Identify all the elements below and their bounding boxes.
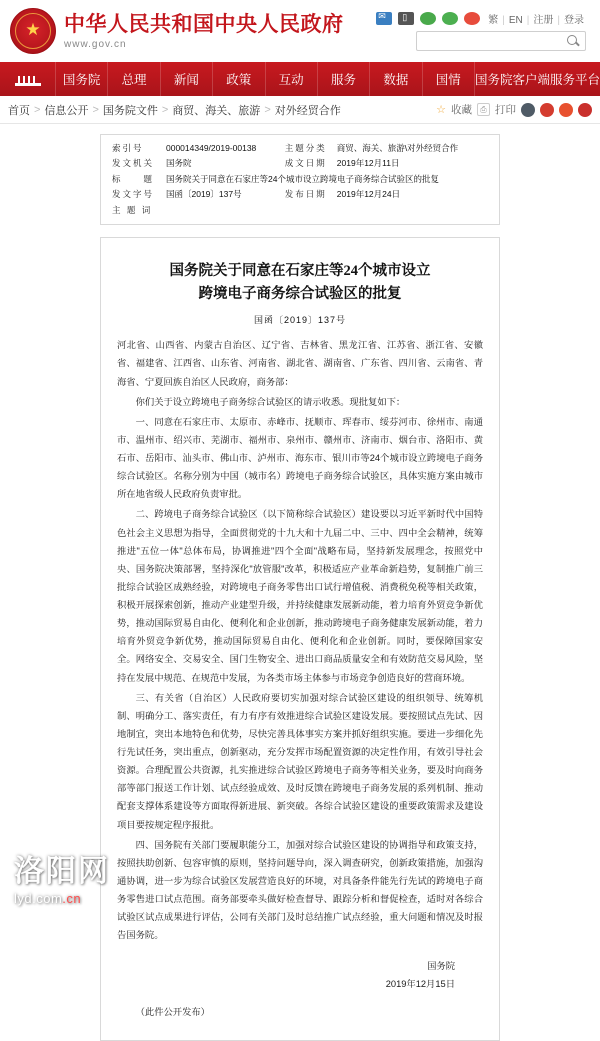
table-row xyxy=(109,156,491,171)
star-icon[interactable]: ☆ xyxy=(436,104,446,116)
leaf-icon[interactable] xyxy=(420,12,436,25)
search-input[interactable] xyxy=(421,35,565,48)
signature-date: 2019年12月15日 xyxy=(385,979,455,990)
share-icon[interactable] xyxy=(521,103,535,117)
document-number: 国函〔2019〕137号 xyxy=(253,315,347,326)
table-row xyxy=(109,187,491,202)
table-row xyxy=(109,203,491,218)
site-identity[interactable] xyxy=(64,12,344,49)
document-paragraph-4: 三、有关省（自治区）人民政府要切实加强对综合试验区建设的组织领导、统筹机制、明确分工、落实责任，有力有序有效推进综合试验区建设发展。要按照试点先试、因地制宜，突出本地特色和优势，尽快完善具体事实方案并抓好组织实施。要进一步细化先行先试任务，突出重点，创新驱动，充分发挥市场配置资源的决定性作用，有效引导社会资源。合理配置公共资源，扎实推进综合试验区跨境电子商务等相关业务，要及时向商务部等部门报送工作计划、试点经验成效、及时反馈在跨境电子商务发展的系列机制、推动配套支撑体系建设等方面取得新进展、新突破。各综合试验区建设的重要政策需求及建设项目要按规定程序报批。 xyxy=(117,692,483,830)
document-panel xyxy=(100,237,500,1040)
search-icon[interactable] xyxy=(565,33,581,49)
nav-item-5[interactable]: 服务 xyxy=(318,62,370,96)
nav-item-8[interactable]: 国务院客户端服务平台 xyxy=(475,73,600,87)
document-meta-panel xyxy=(100,134,500,225)
breadcrumb-actions xyxy=(436,102,592,117)
meta-value-issuer: 国务院 xyxy=(166,158,192,169)
wechat-icon[interactable] xyxy=(442,12,458,25)
header-icon-row xyxy=(376,11,586,26)
meta-label-index: 索引号 xyxy=(112,143,144,153)
breadcrumb-item-4[interactable]: 对外经贸合作 xyxy=(274,104,341,117)
meta-label-docnumber: 发文字号 xyxy=(112,189,155,200)
header-right xyxy=(376,11,590,51)
site-domain: www.gov.cn xyxy=(64,38,127,50)
national-emblem-icon xyxy=(10,8,56,54)
meta-value-draftdate: 2019年12月11日 xyxy=(336,158,400,169)
nav-item-1[interactable]: 总理 xyxy=(108,62,160,96)
document-title-line1: 国务院关于同意在石家庄等24个城市设立 xyxy=(169,263,431,280)
document-meta-table xyxy=(109,141,491,218)
header-links: 繁 | EN | 注册 | 登录 xyxy=(488,15,584,26)
meta-value-title: 国务院关于同意在石家庄等24个城市设立跨境电子商务综合试验区的批复 xyxy=(166,173,439,184)
meta-value-index: 000014349/2019-00138 xyxy=(166,143,257,153)
meta-label-title: 标 题 xyxy=(112,173,155,184)
nav-item-7[interactable]: 国情 xyxy=(423,62,475,96)
site-title: 中华人民共和国中央人民政府 xyxy=(64,12,344,37)
mobile-icon[interactable] xyxy=(398,12,414,25)
qzone-share-icon[interactable] xyxy=(578,103,592,117)
site-header xyxy=(0,0,600,62)
watermark-en-text: lyd.com.cn xyxy=(14,891,82,906)
search-bar[interactable] xyxy=(416,31,586,51)
meta-label-issuer: 发文机关 xyxy=(112,158,155,169)
breadcrumb: 首页 > 信息公开 > 国务院文件 > 商贸、海关、旅游 > 对外经贸合作 ☆ 收藏 ⎙ 打印 xyxy=(0,96,600,124)
print-label[interactable]: 打印 xyxy=(495,104,516,116)
document-body xyxy=(117,336,483,944)
page-title xyxy=(123,260,477,305)
watermark-cn-text: 洛阳网 xyxy=(14,855,110,888)
lang-en-link[interactable]: EN xyxy=(508,15,523,26)
nav-item-0[interactable]: 国务院 xyxy=(56,62,108,96)
nav-item-3[interactable]: 政策 xyxy=(213,62,265,96)
table-row xyxy=(109,141,491,156)
nav-item-2[interactable]: 新闻 xyxy=(161,62,213,96)
meta-label-keywords: 主 题 词 xyxy=(112,204,153,215)
meta-label-publishdate: 发布日期 xyxy=(284,189,327,200)
meta-value-docnumber: 国函〔2019〕137号 xyxy=(166,189,242,200)
breadcrumb-item-0[interactable]: 首页 xyxy=(8,104,30,117)
document-paragraph-0: 河北省、山西省、内蒙古自治区、辽宁省、吉林省、黑龙江省、江苏省、浙江省、安徽省、福建省、江西省、山东省、河南省、湖北省、湖南省、广东省、四川省、云南省、青海省、宁夏回族自治区人民政府，商务部： xyxy=(117,340,483,387)
nav-home-icon[interactable] xyxy=(0,62,56,96)
register-link[interactable]: 注册 xyxy=(533,15,554,26)
favorite-label[interactable]: 收藏 xyxy=(451,104,472,116)
table-row xyxy=(109,172,491,187)
weibo-share-icon[interactable] xyxy=(540,103,554,117)
nav-item-6[interactable]: 数据 xyxy=(370,62,422,96)
document-signature xyxy=(117,958,483,993)
signature-org: 国务院 xyxy=(427,961,455,972)
breadcrumb-item-2[interactable]: 国务院文件 xyxy=(102,104,158,117)
document-title-line2: 跨境电子商务综合试验区的批复 xyxy=(198,285,402,302)
mail-icon[interactable] xyxy=(376,12,392,25)
meta-label-category: 主题分类 xyxy=(284,143,327,153)
main-nav xyxy=(0,62,600,96)
nav-item-4[interactable]: 互动 xyxy=(266,62,318,96)
meta-value-keywords xyxy=(163,203,491,218)
document-paragraph-3: 二、跨境电子商务综合试验区（以下简称综合试验区）建设要以习近平新时代中国特色社会主义思想为指导，全面贯彻党的十九大和十九届二中、三中、四中全会精神，统筹推进"五位一体"总体布局，协调推进"四个全面"战略布局，坚持新发展理念，按照党中央、国务院决策部署，坚持深化"放管服"改革，积极适应产业革命新趋势，复制推广前三批综合试验区成熟经验，对跨境电子商务零售出口试行增值税、消费税免税等相关政策，积极开展探索创新，推动产业建型升级，并持续健康发展新动能，着力培育外贸竞争新优势，推动国际贸易自由化、便利化和企业创新，推动跨境电子商务健康发展新动能，着力培育外贸竞争新优势，推动国际贸易自由化、便利化和企业创新。同时，要保障国家安全。网络安全、交易安全、国门生物安全、进出口商品质量安全和有效防范交易风险，坚持在发展中规范、在规范中发展，为各类市场主体参与市场竞争创造良好的营商环境。 xyxy=(117,509,483,683)
wechat-share-icon[interactable] xyxy=(559,103,573,117)
lang-traditional-link[interactable]: 繁 xyxy=(488,15,499,26)
weibo-icon[interactable] xyxy=(464,12,480,25)
meta-label-draftdate: 成文日期 xyxy=(284,158,327,169)
document-footnote: （此件公开发布） xyxy=(135,1006,210,1017)
breadcrumb-item-3[interactable]: 商贸、海关、旅游 xyxy=(172,104,261,117)
document-paragraph-1: 你们关于设立跨境电子商务综合试验区的请示收悉。现批复如下： xyxy=(135,396,406,407)
meta-value-publishdate: 2019年12月24日 xyxy=(336,189,401,200)
document-paragraph-2: 一、同意在石家庄市、太原市、赤峰市、抚顺市、珲春市、绥芬河市、徐州市、南通市、温州市、绍兴市、芜湖市、福州市、泉州市、赣州市、济南市、烟台市、洛阳市、黄石市、岳阳市、汕头市、佛山市、泸州市、海东市、银川市等24个城市设立跨境电子商务综合试验区。名称分别为中国（城市名）跨境电子商务综合试验区，具体实施方案由城市所在地省级人民政府负责审批。 xyxy=(117,416,483,500)
login-link[interactable]: 登录 xyxy=(564,15,584,26)
document-paragraph-5: 四、国务院有关部门要履职能分工，加强对综合试验区建设的协调指导和政策支持，按照扶助创新、包容审慎的原则，坚持问题导向，深入调查研究，创新政策措施，加强沟通协调，进一步为综合试验区发展营造良好的环境，对具备条件能先行先试的跨境电子商务零售进口试点范围。商务部要牵头做好检查督导、跟踪分析和督促检查，适时对各综合试验区试点成果进行评估，公同有关部门及时总结推广试点经验，重大问题和情况及时报告国务院。 xyxy=(117,839,483,941)
meta-value-category: 商贸、海关、旅游\对外经贸合作 xyxy=(336,143,459,153)
breadcrumb-item-1[interactable]: 信息公开 xyxy=(44,104,89,117)
print-icon[interactable]: ⎙ xyxy=(477,103,490,116)
